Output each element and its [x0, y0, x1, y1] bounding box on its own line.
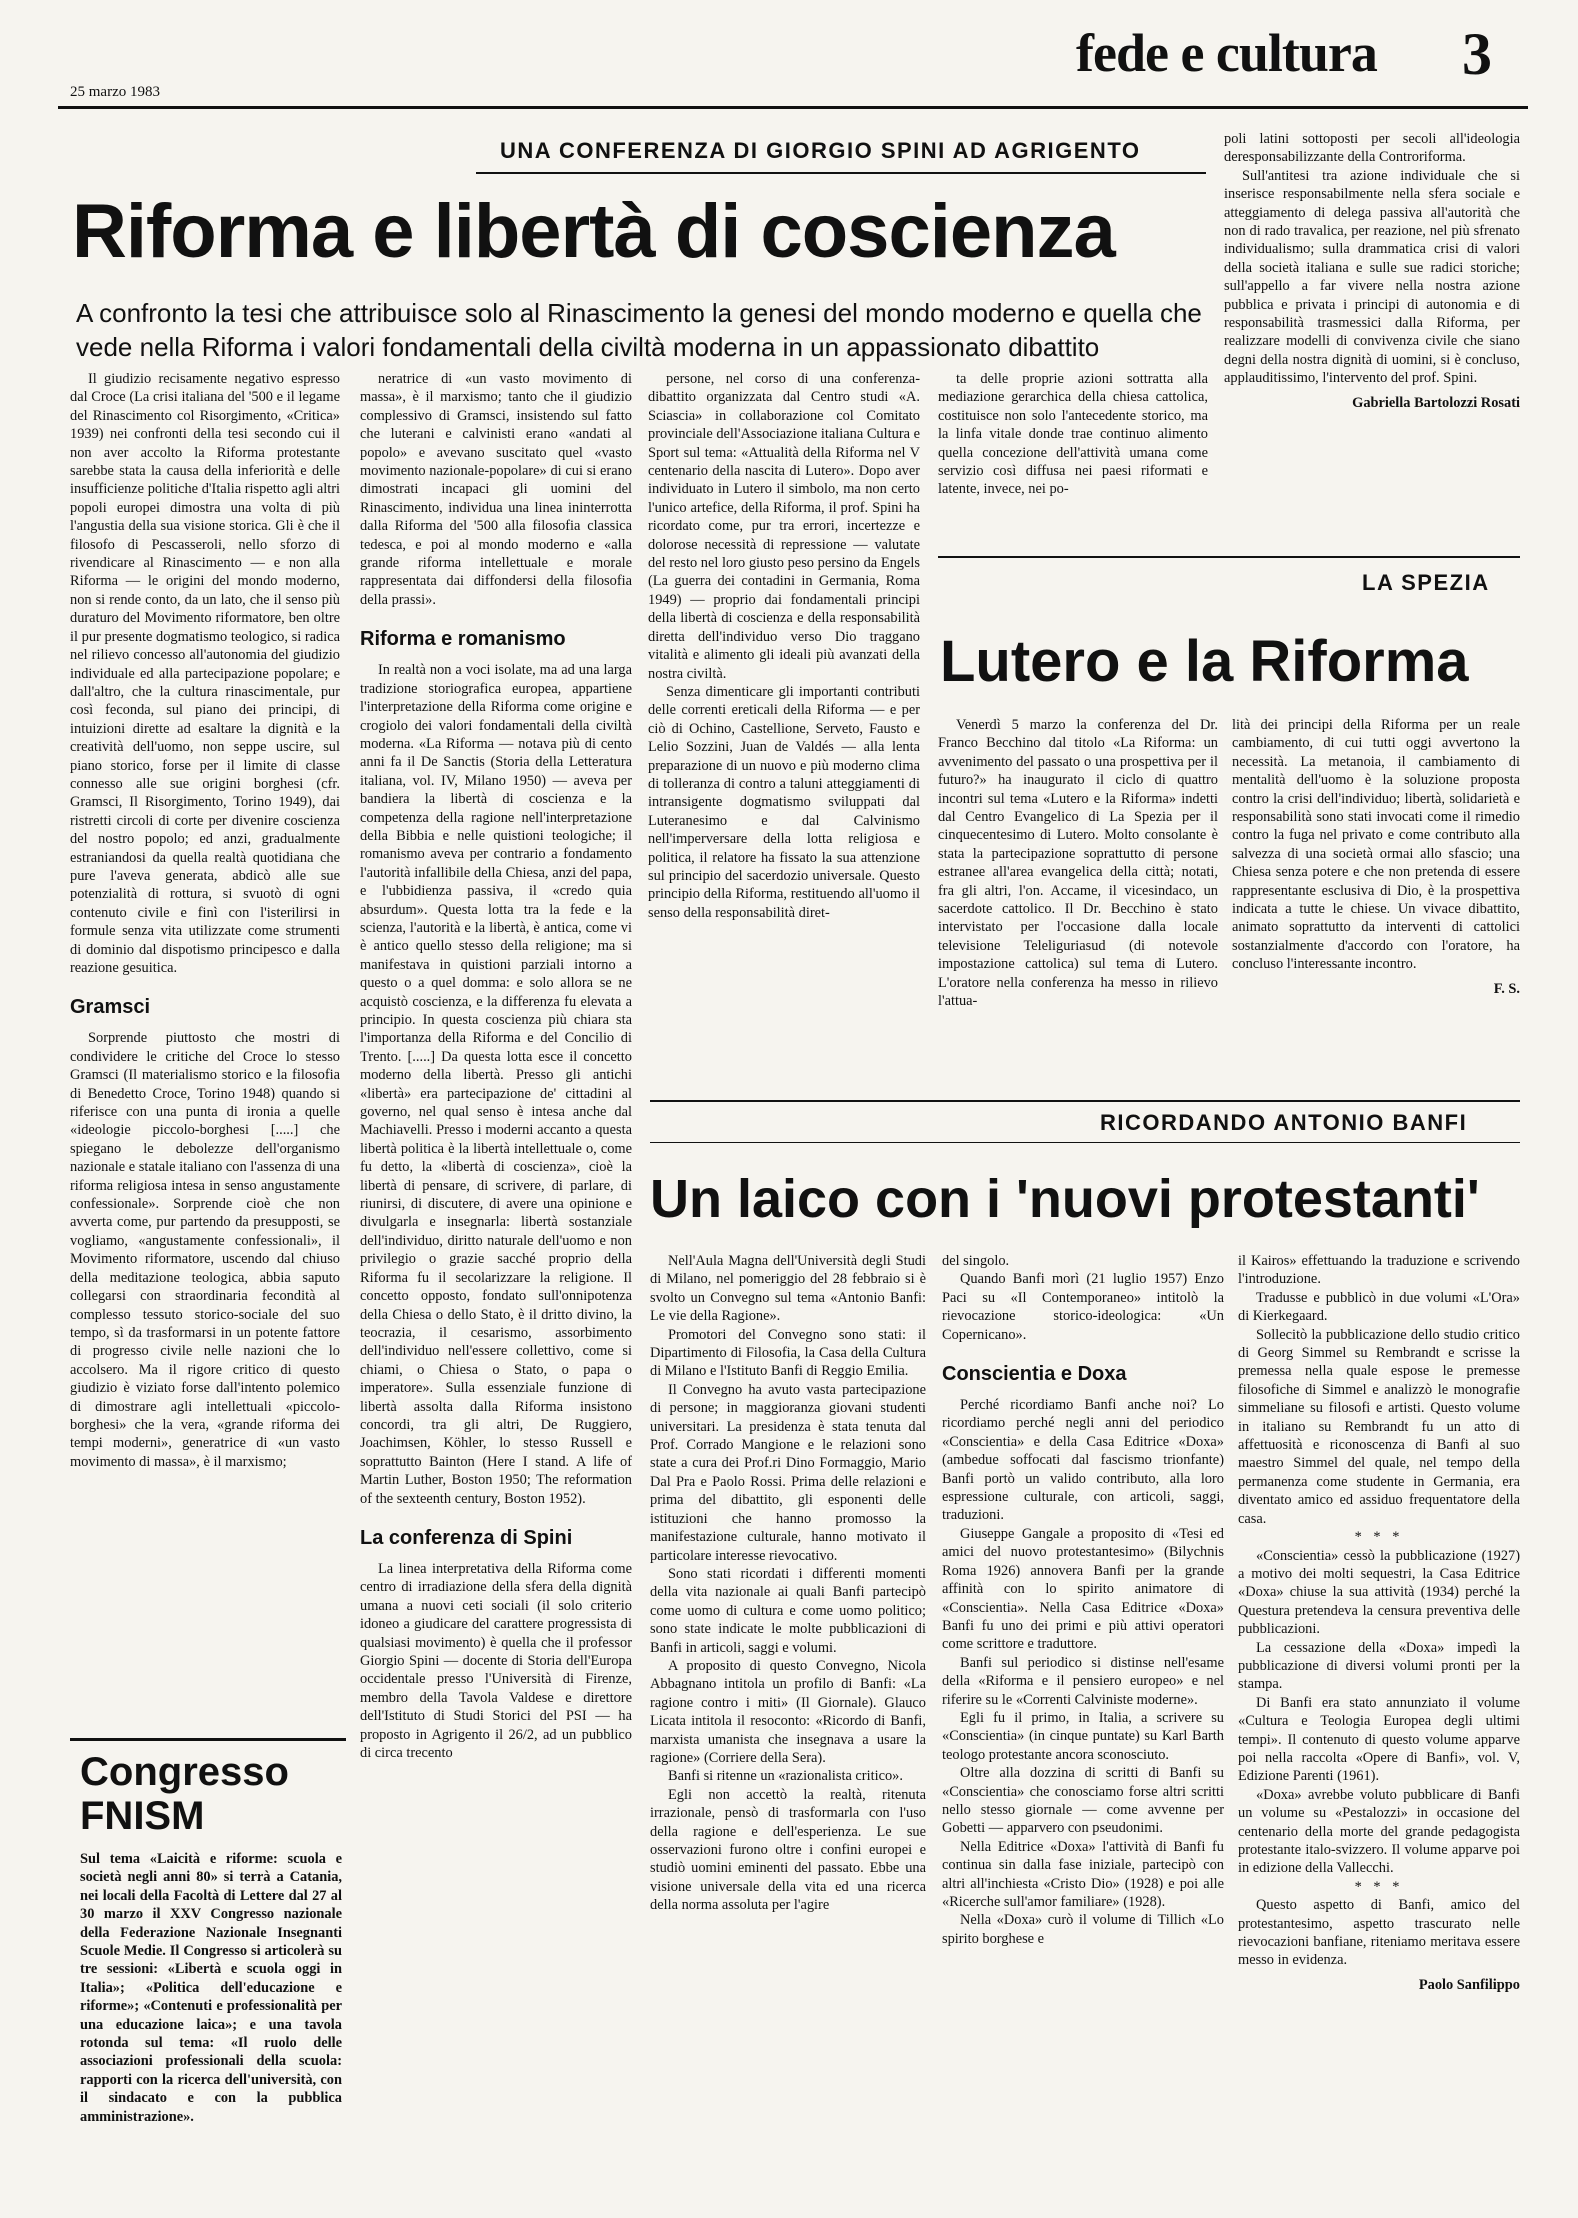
article3-column-3 [1238, 1252, 1520, 2202]
subhead-conscientia-doxa: Conscientia e Doxa [942, 1363, 1127, 1386]
article3-col3-para-2: Tradusse e pubblicò in due volumi «L'Ora» di Kierkegaard. [1238, 1289, 1520, 1325]
article1-column-1 [70, 370, 340, 1600]
article1-deck: A confronto la tesi che attribuisce solo al Rinascimento la genesi del mondo moderno e quella che vede nella Riforma i valori fondamentali della civiltà moderna in un appassionato dibattito [76, 298, 1202, 362]
section-stars-1: * * * [1354, 1529, 1404, 1546]
article2-column-1 [938, 716, 1218, 1096]
article1-column-4 [938, 370, 1208, 540]
article3-col3b-para-4: «Doxa» avrebbe voluto pubblicare di Banfi un volume su «Pestalozzi» in occasione del centenario della morte del grande pedagogista protestante italo-svizzero. Il volume apparve poi in edizione della Vallecchi. [1238, 1786, 1520, 1877]
article3-col1-para-5: A proposito di questo Convegno, Nicola Abbagnano intitola un profilo di Banfi: «La ragione contro i miti» (Il Giornale). Glauco Licata intitola il resoconto: «Ricordo di Banfi, marxista umanista che insegnava a usare la ragione» (Corriere della Sera). [650, 1657, 926, 1766]
article3-col2b-para-5: Oltre alla dozzina di scritti di Banfi su «Conscientia» che conosciamo forse altri scritti nello stesso giornale — come avvenne per Gobetti — apparvero con pseudonimi. [942, 1765, 1224, 1837]
article3-col1-para-2: Promotori del Convegno sono stati: il Dipartimento di Filosofia, la Casa della Cultura di Milano e l'Istituto Banfi di Reggio Emilia. [650, 1326, 926, 1380]
article3-col3b-para-2: La cessazione della «Doxa» impedì la pubblicazione di diversi volumi pronti per la stampa. [1238, 1639, 1520, 1693]
article1-col4-para: ta delle proprie azioni sottratta alla mediazione gerarchica della chiesa cattolica, costituisce non solo l'antecedente storico, ma la linfa vitale donde trae continuo alimento quella concezione dell'attività umana come servizio così diffusa nei paesi riformati e latente, invece, nei po- [938, 371, 1208, 498]
article3-col2b-para-3: Banfi sul periodico si distinse nell'esame della «Riforma e il pensiero europeo» e nel riferire su le «Correnti Calviniste moderne». [942, 1654, 1224, 1708]
article2-signature: F. S. [1493, 980, 1520, 997]
article3-col1-para-4: Sono stati ricordati i differenti momenti della vita nazionale ai quali Banfi partecipò come uomo di cultura e come uomo politico; sono state indicate le molte pubblicazioni di Banfi in articoli, saggi e volumi. [650, 1565, 926, 1656]
article3-col3c-para-1: Questo aspetto di Banfi, amico del protestantesimo, aspetto trascurato nelle rievocazioni banfiane, riteniamo meritava essere messo in evidenza. [1238, 1897, 1520, 1969]
article2-column-2 [1232, 716, 1520, 1096]
masthead-section: fede e cultura [1076, 23, 1377, 83]
article3-col1-para-3: Il Convegno ha avuto vasta partecipazione di persone; in maggioranza giovani studenti universitari. La presidenza è stata tenuta dal Prof. Corrado Mangione e le relazioni sono state a cura dei Prof.ri Dino Formaggio, Mario Dal Pra e Paolo Rossi. Prima delle relazioni e prima del dibattito, gli esponenti delle istituzioni che hanno promosso la manifestazione culturale, hanno motivato il particolare interesse rievocativo. [650, 1381, 926, 1564]
article1-col2c-para: La linea interpretativa della Riforma come centro di irradiazione della sfera della dignità umana a nuovi ceti sociali (il solo criterio idoneo a giudicare del carattere progressista di qualsiasi movimento) è quella che il professor Giorgio Spini — docente di Storia dell'Europa occidentale presso l'Università di Firenze, membro della Tavola Valdese e direttore dell'Istituto di Studi Storici del PSI — ha proposto in Agrigento il 26/2, ad un pubblico di circa trecento [360, 1560, 632, 1762]
box-headline-line-2: FNISM [80, 1794, 205, 1838]
box-body [80, 1850, 342, 2200]
article1-kicker: UNA CONFERENZA DI GIORGIO SPINI AD AGRIGENTO [500, 138, 1141, 163]
article3-col3b-para-3: Di Banfi era stato annunziato il volume «Cultura e Teologia Europea degli ultimi tempi». Il contenuto di questo volume apparve poi nella raccolta «Opere di Banfi», vol. V, Edizione Parenti (1961). [1238, 1694, 1520, 1785]
subhead-gramsci: Gramsci [70, 996, 151, 1019]
article3-kicker-rule [650, 1142, 1520, 1143]
subhead-riforma-romanismo: Riforma e romanismo [360, 628, 566, 651]
article3-col1-para-7: Egli non accettò la realtà, ritenuta irrazionale, pensò di trasformarla con l'uso della ragione e dell'esperienza. Le sue osservazioni furono oltre i confini europei e studiò uomini eminenti del passato. Ebbe una visione universale della vita ed una ricerca della norma assoluta per l'agire [650, 1786, 926, 1914]
article2-col1-para: Venerdì 5 marzo la conferenza del Dr. Franco Becchino dal titolo «La Riforma: un avvenimento del passato o una prospettiva per il futuro?» ha inaugurato il ciclo di quattro incontri sul tema «Lutero e la Riforma» indetti dal Centro Evangelico di La Spezia per il cinquecentesimo di Lutero. Molto consolante è stata la partecipazione soprattutto di persone estranee all'area evangelica della città; notati, fra gli altri, l'on. Accame, il vicesindaco, un sacerdote cattolico. Il Dr. Becchino è stato intervistato per l'occasione dalla locale televisione Teleliguriasud (di notevole impostazione cattolica) sul tema di Lutero. L'oratore nella conferenza ha messo in rilievo l'attua- [938, 717, 1218, 1010]
box-body-text: Sul tema «Laicità e riforme: scuola e società negli anni 80» si terrà a Catania, nei locali della Facoltà di Lettere dal 27 al 30 marzo il XXV Congresso nazionale della Federazione Nazionale Insegnanti Scuole Medie. Il Congresso si articolerà su tre sessioni: «Libertà e scuola oggi in Italia»; «Politica dell'educazione e riforme»; «Contenuti e professionalità per una educazione laica»; e una tavola rotonda sul tema: «Il ruolo delle associazioni professionali della scuola: rapporti con la ricerca dell'università, con il sindacato e con la pubblica amministrazione». [80, 1851, 342, 2125]
article3-col1-para-1: Nell'Aula Magna dell'Università degli Studi di Milano, nel pomeriggio del 28 febbraio si è svolto un Convegno sul tema «Antonio Banfi: Le vie della Ragione». [650, 1253, 926, 1325]
article3-col3-para-3: Sollecitò la pubblicazione dello studio critico di Georg Simmel su Rembrandt e scrisse la premessa nella quale espose le premesse filosofiche di Simmel e analizzò le monografie simmeliane su filosofi e artisti. Questo volume in italiano su Rembrandt fu un atto di affettuosità e riconoscenza di Banfi al suo maestro Simmel del quale, nel tempo della permanenza come studente in Germania, era diventato amico ed assiduo frequentatore della casa. [1238, 1326, 1520, 1527]
article3-col2-para-1: del singolo. [942, 1253, 1010, 1269]
article1-col5-para-2: Sull'antitesi tra azione individuale che si inserisce responsabilmente nella sfera sociale e atteggiamento di delega passiva all'autorità che non di rado travalica, per reazione, nel più sfrenato individualismo; sulla drammatica crisi di valori della società italiana e sulle sue radici storiche; sull'appello a far vivere nella nostra azione pubblica e privata i principi di autonomia e di responsabilità trasmessici dalla Riforma, per realizzare modelli di convivenza civile che siano degni della nostra dignità di uomini, si è concluso, applauditissimo, l'intervento del prof. Spini. [1224, 167, 1520, 387]
article2-headline: Lutero e la Riforma [940, 629, 1469, 694]
box-headline-line-1: Congresso [80, 1750, 289, 1794]
article1-column-3 [648, 370, 920, 1115]
article1-col2-para: neratrice di «un vasto movimento di massa», è il marxismo; tanto che il giudizio complessivo di Gramsci, insistendo sul fatto che luterani e calvinisti erano «andati al popolo» e avevano suscitato quel «vasto movimento nazionale-popolare» di cui si erano dimostrati incapaci gli uomini del Rinascimento, individua una linea ininterrotta dalla Riforma del '500 alla filosofia classica tedesca, e poi al mondo moderno e «alla grande riforma intellettuale e morale rappresentata dai diffondersi della filosofia della prassi». [360, 371, 632, 608]
article3-signature: Paolo Sanfilippo [1418, 1976, 1520, 1993]
article3-col1-para-6: Banfi si ritenne un «razionalista critico». [668, 1768, 903, 1785]
article1-column-5 [1224, 130, 1520, 530]
article3-top-rule [650, 1100, 1520, 1102]
article1-headline: Riforma e libertà di coscienza [72, 189, 1115, 274]
article3-headline: Un laico con i 'nuovi protestanti' [650, 1169, 1480, 1229]
article1-signature: Gabriella Bartolozzi Rosati [1352, 394, 1520, 411]
article3-col2-para-2: Quando Banfi morì (21 luglio 1957) Enzo Paci su «Il Contemporaneo» intitolò la rievocazione storico-ideologica: «Un Copernicano». [942, 1271, 1224, 1343]
subhead-conferenza-spini: La conferenza di Spini [360, 1526, 573, 1549]
article1-col1b-para: Sorprende piuttosto che mostri di condividere le critiche del Croce lo stesso Gramsci (Il materialismo storico e la filosofia di Benedetto Croce, Torino 1948) quando si riferisce con una punta di ironia a quelle «ideologie piccolo-borghesi [.....] che spiegano le debolezze dell'organismo nazionale e statale italiano con l'assenza di una riforma religiosa intesa in senso angustamente confessionale». Sorprende cioè che non avverta come, pur partendo da presupposti, se vogliamo, «angustamente confessionali», il Movimento riformatore, uscendo dal chiuso della meditazione teologica, abbia saputo collegarsi con straordinaria fecondità al complesso tessuto storico-sociale del suo tempo, sì da trasformarsi in un potente fattore di progresso civile nelle nazioni che lo accolsero. Ma il rigore critico di questo giudizio è viziato forse dall'intento polemico di dimostrare agli intellettuali «piccolo-borghesi» che la vera, «grande riforma dei tempi moderni», generatrice di «un vasto movimento di massa», è il marxismo; [70, 1030, 340, 1470]
article2-col2-para: lità dei principi della Riforma per un reale cambiamento, di cui tutti oggi avvertono la necessità. La metanoia, il cambiamento di mentalità dell'uomo è la soluzione proposta contro la crisi dell'individuo; libertà, solidarietà e responsabilità sono stati invocati come il rimedio contro la fuga nel privato e come contributo alla salvezza di una società ormai allo sfascio; una Chiesa senza potere e che non pretenda di essere rappresentante esclusiva di Dio, è la prospettiva indicata a tutte le chiese. Un vivace dibattito, animato soprattutto da interventi di cattolici sostanzialmente d'accordo con l'oratore, ha concluso l'interessante incontro. [1232, 717, 1520, 973]
article2-top-rule [938, 556, 1520, 558]
article3-col2b-para-4: Egli fu il primo, in Italia, a scrivere su «Conscientia» (in cinque puntate) su Karl Barth teologo protestante ancora sconosciuto. [942, 1709, 1224, 1763]
article3-column-2 [942, 1252, 1224, 2202]
article1-col2b-para: In realtà non a voci isolate, ma ad una larga tradizione storiografica europea, appartiene l'interpretazione della Riforma come origine e crogiolo dei valori fondamentali della civiltà moderna. «La Riforma — notava più di cento anni fa il De Sanctis (Storia della Letteratura italiana, vol. IV, Milano 1950) — aveva per bandiera la libertà di coscienza e la competenza della ragione nell'interpretazione della Bibbia e nelle quistioni teologiche; il romanismo aveva per contrario a fondamento l'autorità infallibile della Chiesa, anzi del papa, e l'ubbidienza passiva, il «credo quia absurdum». Questa lotta tra la fede e la scienza, l'autorità e la libertà, è antica, come vi è antico quello stesso della religione; ma si manifestava in quistioni parziali intorno a questo o a quel domma: e solo allora se ne acquistò coscienza, e la differenza fu elevata a principio. In questa coscienza più chiara sta l'importanza della Riforma e del Concilio di Trento. [.....] Da questa lotta esce il concetto moderno della libertà. Presso gli antichi «libertà» era partecipazione de' cittadini al governo, nel qual senso è intesa anche dal Machiavelli. Presso i moderni accanto a questa libertà politica è la libertà intellettuale o, come fu detto, la «libertà di coscienza», cioè la libertà di pensare, di scrivere, di parlare, di riunirsi, di discutere, di avere una opinione e divulgarla e insegnarla: libertà sostanziale dell'individuo, diritto naturale dell'uomo e non privilegio o grazie sacché proprio della Riforma fu il secolarizzare la religione. Il concetto opposto, fondato sull'onnipotenza della Chiesa o dello Stato, è il dritto divino, la teocrazia, il cesarismo, assorbimento dell'individuo nell'essere collettivo, come si chiami, o Chiesa o Stato, o papa o imperatore». Sulla essenziale funzione di libertà assolta dalla Riforma insistono concordi, tra gli altri, De Ruggiero, Joachimsen, Köhler, lo stesso Russell e soprattutto Bainton (Here I stand. A life of Martin Luther, Boston 1950; The reformation of the sexteenth century, Boston 1952). [360, 662, 632, 1507]
article1-col1-para: Il giudizio recisamente negativo espresso dal Croce (La crisi italiana del '500 e il legame del Rinascimento col Risorgimento, «Critica» 1939) nei confronti della tesi secondo cui il non aver accolto la Riforma protestante sarebbe stata la causa della inferiorità e delle insufficienze politiche d'Italia rispetto agli altri popoli europei dimostra una volta di più l'angustia della sua visione storica. Gli è che il filosofo di Pescasseroli, nello sforzo di rivendicare al Rinascimento — e non alla Riforma — le origini del mondo moderno, non si rende conto, da un lato, che il senso più duraturo del Movimento riformatore, ben oltre il pur presente dogmatismo teologico, si radica nel rilievo concesso all'autonomia del giudizio individuale ed alla partecipazione popolare; e dall'altro, che la cultura rinascimentale, pur così feconda, sul piano dei principi, di intuizioni dirette ad esaltare la dignità e la creatività dell'uomo, non seppe uscire, sul piano storico, forse per il limite di classe connesso alle sue origini borghesi (cfr. Gramsci, Il Risorgimento, Torino 1949), dai ristretti circoli di corte per divenire coscienza del nostro popolo; ed anzi, gradualmente estraniandosi da quella realtà quotidiana che pure l'aveva generata, abdicò alle sue potenzialità di rottura, si svuotò di ogni contenuto civile e finì con l'isterilirsi in formule senza vita utilizzate come strumenti di dominio dal dispotismo principesco e dalla reazione gesuitica. [70, 371, 340, 976]
article3-col2b-para-2: Giuseppe Gangale a proposito di «Tesi ed amici del nuovo protestantesimo» (Bilychnis Roma 1926) annovera Banfi per la grande affinità con lo spirito animatore di «Conscientia». Nella Casa Editrice «Doxa» Banfi fu uno dei primi e più attivi operatori come scrittore e traduttore. [942, 1525, 1224, 1653]
masthead-rule [58, 106, 1528, 109]
article1-col5-para-1: poli latini sottoposti per secoli all'ideologia deresponsabilizzante della Controriforma. [1224, 131, 1520, 166]
article3-col2b-para-6: Nella Editrice «Doxa» l'attività di Banfi fu continua sin dalla fase iniziale, partecipò con altri all'inchiesta «Cristo Dio» (1928) e poi alle «Ricerche sull'amor familiare» (1928). [942, 1838, 1224, 1910]
box-top-rule [70, 1738, 346, 1741]
masthead-page-number: 3 [1462, 21, 1492, 87]
article3-col2b-para-1: Perché ricordiamo Banfi anche noi? Lo ricordiamo perché negli anni del periodico «Conscientia» e della Casa Editrice «Doxa» (ambedue soffocati dal fascismo trionfante) Banfi portò un valido contributo, alla loro espressione culturale, con articoli, saggi, traduzioni. [942, 1397, 1224, 1524]
article3-kicker: RICORDANDO ANTONIO BANFI [1100, 1110, 1468, 1135]
article1-column-2 [360, 370, 632, 2210]
article1-col3-para-1: persone, nel corso di una conferenza-dibattito organizzata dal Centro studi «A. Sciascia» in collaborazione col Comitato provinciale dell'Associazione italiana Cultura e Sport sul tema: «Attualità della Riforma nel V centenario della nascita di Lutero». Dopo aver individuato in Lutero il simbolo, ma non certo l'unico artefice, della Riforma, il prof. Spini ha ricordato come, pur tra errori, incertezze e dolorose necessità di repressione — valutate del resto nel loro giusto peso persino da Engels (La guerra dei contadini in Germania, Roma 1949) — proprio dai fondamentali principi della libertà di coscienza e della responsabilità diretta dell'individuo verso Dio traggano vitalità e alimento gli ideali più avanzati della nostra civiltà. [648, 371, 920, 682]
masthead-date: 25 marzo 1983 [70, 84, 160, 100]
article3-col3-para-1: il Kairos» effettuando la traduzione e scrivendo l'introduzione. [1238, 1253, 1520, 1288]
article3-col2b-para-7: Nella «Doxa» curò il volume di Tillich «Lo spirito borghese e [942, 1912, 1224, 1947]
article3-column-1 [650, 1252, 926, 2202]
article3-col3b-para-1: «Conscientia» cessò la pubblicazione (1927) a motivo dei molti sequestri, la Casa Editrice «Doxa» chiuse la sua attività (1934) perché la Questura pretendeva la censura preventiva delle pubblicazioni. [1238, 1547, 1520, 1638]
article2-kicker: LA SPEZIA [1362, 570, 1490, 595]
section-stars-2: * * * [1354, 1878, 1404, 1895]
article1-kicker-rule [476, 172, 1206, 174]
article1-col3-para-2: Senza dimenticare gli importanti contributi delle correnti ereticali della Riforma — e per ciò di Ochino, Castellione, Serveto, Fausto e Lelio Sozzini, Juan de Valdés — alla lenta preparazione di un nuovo e più moderno clima di tolleranza di contro a taluni atteggiamenti di intransigente dogmatismo sviluppati dal Luteranesimo e dal Calvinismo nell'imperversare della lotta religiosa e politica, il relatore ha fissato la sua attenzione sul principio del sacerdozio universale. Questo principio della Riforma, restituendo all'uomo il senso della responsabilità diret- [648, 683, 920, 921]
